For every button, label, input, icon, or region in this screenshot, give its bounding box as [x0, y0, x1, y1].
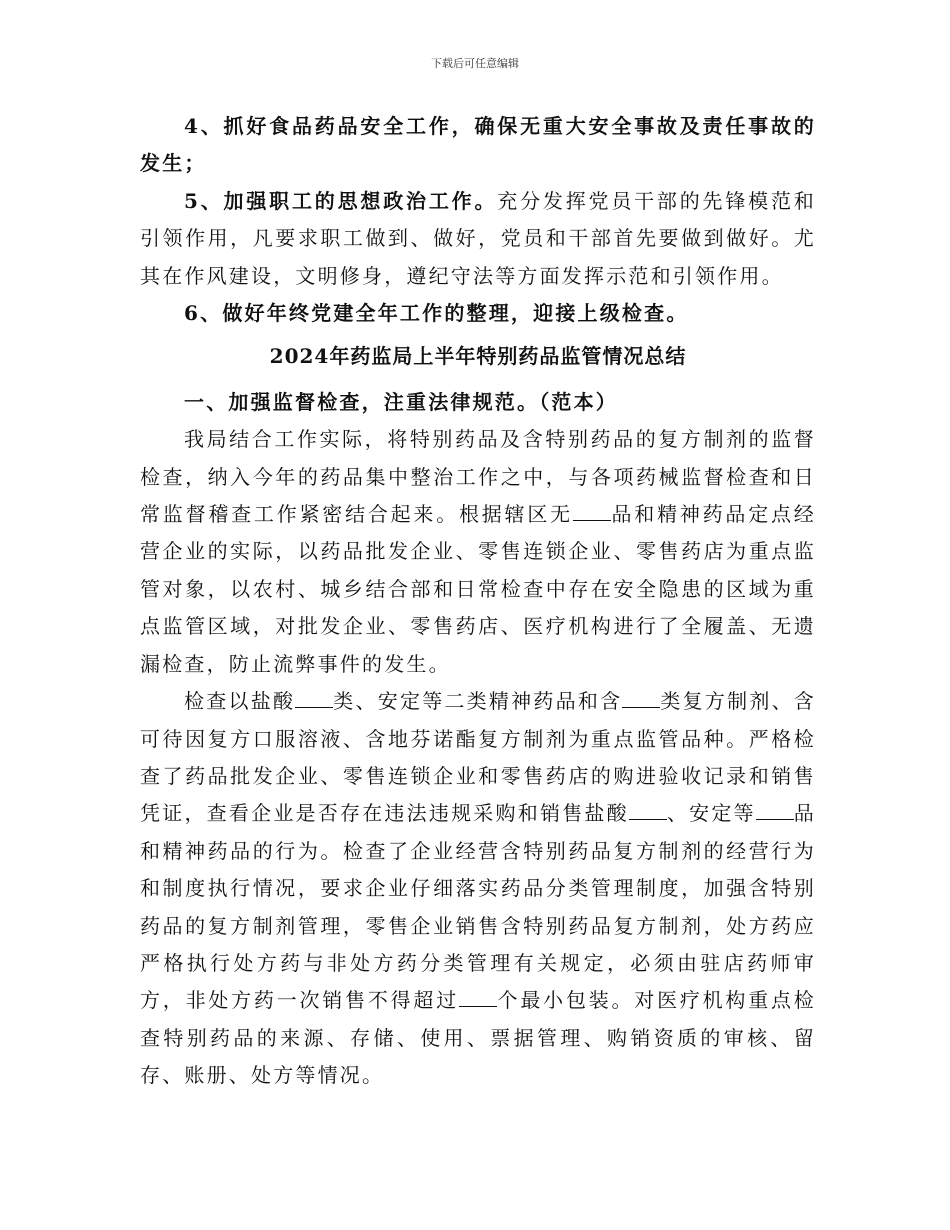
- item-4: [140, 108, 816, 183]
- paragraph-2-c: 类复方制剂、含可待因复方口服溶液、含地芬诺酯复方制剂为重点监管品种。严格检查了药品批发企业、零售连锁企业和零售药店的购进验收记录和销售凭证，查看企业是否存在违法违规采购和销售盐酸: [140, 689, 817, 826]
- blank-line: [622, 689, 660, 708]
- section-heading: 一、加强监督检查，注重法律规范。（范本）: [184, 389, 618, 414]
- paragraph-2: [140, 683, 816, 1094]
- blank-line: [573, 502, 611, 521]
- item-5: [140, 183, 816, 295]
- paragraph-2-f: 个最小包装。对医疗机构重点检查特别药品的来源、存储、使用、票据管理、购销资质的审核、留存、账册、处方等情况。: [140, 988, 816, 1088]
- paragraph-1: [140, 421, 816, 683]
- document-title: 2024年药监局上半年特别药品监管情况总结: [269, 344, 687, 369]
- item-5-text: 充分发挥党员干部的先锋模范和引领作用，凡要求职工做到、做好，党员和干部首先要做到做好。尤其在作风建设，文明修身，遵纪守法等方面发挥示范和引领作用。: [140, 188, 816, 288]
- paragraph-1-a: 我局结合工作实际，将特别药品及含特别药品的复方制剂的监督检查，纳入今年的药品集中整治工作之中，与各项药械监督检查和日常监督稽查工作紧密结合起来。根据辖区无: [140, 427, 816, 527]
- document-body: [140, 108, 816, 1095]
- paragraph-2-e: 品和精神药品的行为。检查了企业经营含特别药品复方制剂的经营行为和制度执行情况，要求企业仔细落实药品分类管理制度，加强含特别药品的复方制剂管理，零售企业销售含特别药品复方制剂，处方药应严格执行处方药与非处方药分类管理有关规定，必须由驻店药师审方，非处方药一次销售不得超过: [140, 801, 816, 1013]
- paragraph-1-b: 品和精神药品定点经营企业的实际，以药品批发企业、零售连锁企业、零售药店为重点监管对象，以农村、城乡结合部和日常检查中存在安全隐患的区域为重点监管区域，对批发企业、零售药店、医疗机构进行了全履盖、无遗漏检查，防止流弊事件的发生。: [140, 502, 816, 676]
- paragraph-2-b: 类、安定等二类精神药品和含: [333, 689, 623, 714]
- blank-line: [756, 801, 794, 820]
- blank-line: [629, 801, 667, 820]
- paragraph-2-a: 检查以盐酸: [184, 689, 296, 714]
- blank-line: [295, 689, 333, 708]
- item-5-bold: 5、加强职工的思想政治工作。: [184, 188, 498, 213]
- blank-line: [459, 988, 497, 1007]
- header-note: 下载后可任意编辑: [431, 57, 519, 70]
- item-6: [140, 295, 816, 332]
- paragraph-2-d: 、安定等: [666, 801, 756, 826]
- item-6-bold: 6、做好年终党建全年工作的整理，迎接上级检查。: [184, 301, 689, 326]
- item-4-bold: 4、抓好食品药品安全工作，确保无重大安全事故及责任事故的发生；: [140, 114, 816, 176]
